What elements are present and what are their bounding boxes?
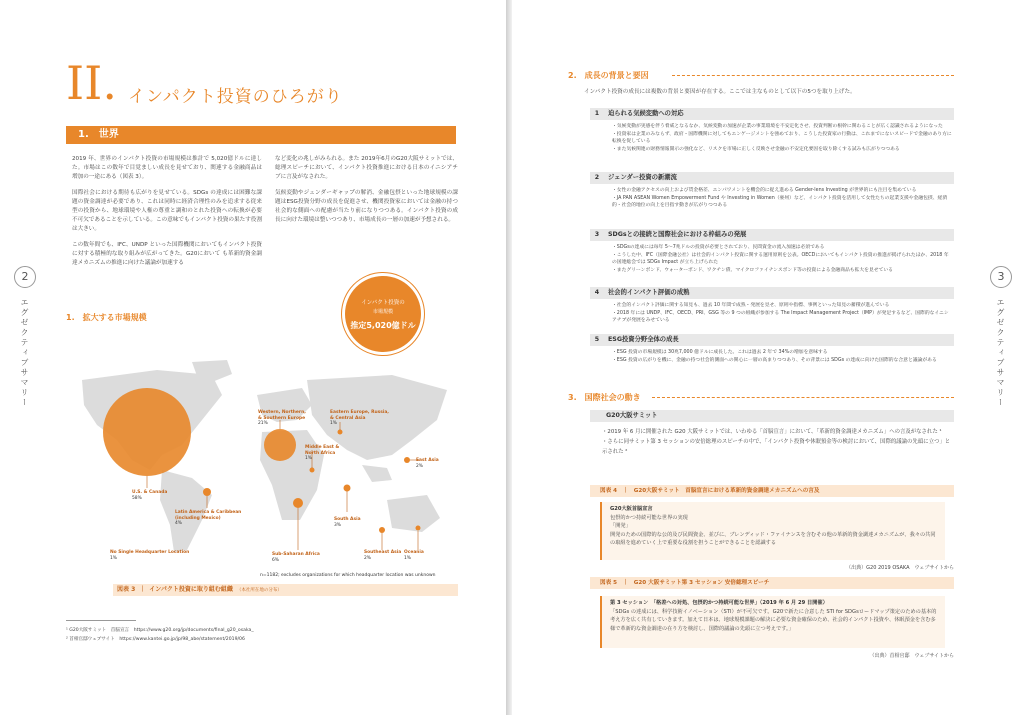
figure-5-source: （出典）首相官邸 ウェブサイトから: [869, 653, 954, 659]
figure-5-box: 第 3 セッション 「格差への対処、包摂的かつ持続可能な世界」（2019 年 6 月 29 日開催） 「SDGs の達成には、科学技術イノベーション（STI）が不可欠です。G20で新たに合意した STI for SDGsロードマップ策定のための基本的考え方を広く共有していきます。加えて日本は、地球規模課題の解決に必要な資金確保のため、社会的インパクト投資や、休眠預金を含む多様で革新的な資金調達の在り方を検討し、国際的議論の先頭に立つ考えです。」: [600, 596, 945, 648]
label-middle-east: Middle East & North Africa 1%: [305, 445, 340, 461]
factor-2-list: [612, 187, 952, 210]
list-item: ・ESG 投資の広がりを機に、金融の持つ社会的側面への関心に一層の高まりつつあり、その背景には SDGs の達成に向けた国際的な合意と議論がある: [612, 357, 937, 363]
paragraph: 気候変動やジェンダーギャップの解消、金融包摂といった地球規模の課題はESG投資分野の成長を促進させ、機関投資家においては金融の持つ社会的な側面への配慮が当たり前になりつつある。インパクト投資の成長に向けた環境は整いつつあり、市場成長の一層の加速が予想される。: [275, 189, 458, 224]
list-item: ・また気候関連の財務情報開示の強化など、リスクを市場に正しく反映させ金融の不安定化要因を取り除くする試みも広がりつつある: [612, 146, 900, 152]
list-item: ・気候変動が実感を伴う脅威となるなか、気候変動の加速が企業の事業環境を不安定化させ、投資判断の根幹に関わることが広く認識されるようになった: [612, 124, 943, 129]
list-item: ・JA PAN ASEAN Women Empowerment Fund や Investing in Women（豪州）など、インパクト投資を活用して女性たちの起業支援や金融包摂、経済的・社会的地位の向上を目指す動きが広がりつつある: [612, 195, 948, 209]
section-header-world: 1. 世界: [66, 126, 456, 144]
bubble-sub-saharan: [293, 498, 303, 508]
figure-4-source: （出典）G20 2019 OSAKA ウェブサイトから: [846, 565, 954, 571]
bubble-middle-east: [310, 468, 315, 473]
label-sub-saharan: Sub-Saharan Africa 6%: [272, 552, 320, 563]
page-number-left: 2: [14, 266, 36, 288]
bubble-southeast-asia: [379, 527, 385, 533]
paragraph: この数年間でも、IFC、UNDP といった国際機関においてもインパクト投資に対する積極的な取り組みが広がってきた。G20において も革新的資金調達メカニズムの推進に向けた議論が加速する: [72, 241, 262, 267]
paragraph: 国際社会における期待も広がりを見せている。SDGs の達成には困難な課題の資金調達が必要であり、これは同時に経済合理性のみを追求する従来型の投資から、地球環境や人権の尊重と調和のとれた投資への転換が必要不可欠であることを示している。この意味でもインパクト投資の果たす役割は大きい。: [72, 189, 262, 233]
southeast-asia-shape: [362, 465, 392, 482]
label-western-europe: Western, Northern, & Southern Europe 21%: [258, 410, 306, 426]
world-map: [62, 360, 458, 560]
section-3-rule: [652, 397, 954, 398]
footnote-1: ¹ G20大阪サミット 首脳宣言 https://www.g20.org/jp/documents/final_g20_osaka_: [66, 628, 254, 633]
list-item: ・またグリーンボンド、ウォーターボンド、ワクチン債、マイクロファイナンスボンド等の投資による金融商品も拡大を見せている: [612, 267, 893, 273]
australia-shape: [387, 495, 440, 532]
bubble-eastern-europe: [338, 430, 343, 435]
side-label-right: エグゼクティブサマリー: [996, 298, 1005, 408]
body-column-2: [275, 155, 458, 231]
paragraph: 2019 年、世界のインパクト投資の市場規模は推計で 5,020億ドルに達した。市場はこの数年で目覚ましい成長を見せており、関連する金融商品は増加の一途にある（図表 3）。: [72, 156, 262, 181]
g20-header: G20大阪サミット: [590, 410, 954, 422]
chapter-numeral: II.: [66, 56, 117, 110]
map-note: n=1182; excludes organizations for which headquarter location was unknown: [260, 573, 436, 578]
side-label-left: エグゼクティブサマリー: [20, 298, 29, 408]
right-page: [512, 0, 1024, 715]
page-number-right: 3: [990, 266, 1012, 288]
label-latin-america: Latin America & Caribbean (including Mexico) 4%: [175, 510, 242, 526]
section-2-intro: インパクト投資の成長には複数の背景と要因が存在する。ここでは主なものとして以下の5つを取り上げた。: [584, 89, 856, 95]
list-item: ・こうした中、IFC（国際金融公社）は社会的インパクト投資に関する運用原則を公表。OECDにおいてもインパクト投資の推進が掲げられたほか、2018 年の国連総会では SDGs Impact が立ち上げられた: [612, 252, 949, 266]
factor-3-list: [612, 244, 952, 274]
bubble-europe: [264, 429, 296, 461]
label-east-asia: East Asia 2%: [416, 458, 439, 469]
bubble-us-canada: [103, 388, 191, 476]
list-item: ・2019 年 6 月に開催された G20 大阪サミットでは、いわゆる「首脳宣言」において、「革新的資金調達メカニズム」への言及がなされた ¹: [602, 429, 942, 435]
list-item: ・ESG 投資の市場規模は 30兆7,000 億ドルに成長した。これは過去 2 年で 34%の増加を意味する: [612, 350, 828, 355]
factor-3-header: 3 SDGsとの接続と国際社会における枠組みの発展: [590, 229, 954, 241]
list-item: ・社会的インパクト評価に関する知見も、過去 10 年間で成熟・発展を見せ、原則や指標、事例といった知見の蓄積が進んでいる: [612, 303, 890, 308]
figure-caption-4: 図表 4 ｜ G20大阪サミット 首脳宣言における革新的資金調達メカニズムへの言及: [590, 485, 954, 497]
bubble-latin-america: [203, 488, 211, 496]
list-item: ・女性の金融アクセスの向上および賃金格差、エンパワメントを機会的に捉え進める Gender-lens Investing が世界的にも注目を集めている: [612, 188, 917, 193]
factor-1-list: [612, 123, 952, 153]
label-southeast-asia: Southeast Asia 2%: [364, 550, 402, 561]
factor-2-header: 2 ジェンダー投資の新潮流: [590, 172, 954, 184]
label-us-canada: U.S. & Canada 58%: [132, 490, 168, 501]
list-item: ・さらに同サミット第 3 セッションの安倍総理のスピーチの中で、「インパクト投資や休眠預金等の検討において、国際的議論の先頭に立つ」と示された ²: [602, 438, 951, 455]
label-oceania: Oceania 1%: [404, 550, 424, 561]
factor-4-header: 4 社会的インパクト評価の成熟: [590, 287, 954, 299]
factor-5-list: [612, 349, 952, 364]
chapter-title: インパクト投資のひろがり: [128, 87, 343, 107]
g20-list: [602, 428, 952, 457]
factor-4-list: [612, 302, 952, 325]
figure-caption-5: 図表 5 ｜ G20 大阪サミット第 3 セッション 安倍総理スピーチ: [590, 577, 954, 589]
section-2-title: 2. 成長の背景と要因: [568, 71, 649, 80]
figure-4-box: G20大阪首脳宣言 包摂的かつ持続可能な世界の実現 「開発」 開発のための国際的な公的及び民間資金、並びに、ブレンディッド・ファイナンスを含むその他の革新的資金調達メカニズムが、我々の共同の取組を進めていく上で重要な役割を担うことができることを認識する: [600, 502, 945, 560]
footnote-2: ² 首相官邸ウェブサイト https://www.kantei.go.jp/jp/98_abe/statement/2019/06: [66, 637, 245, 642]
factor-1-header: 1 迫られる気候変動への対応: [590, 108, 954, 120]
list-item: ・SDGsの達成には毎年 5〜7兆ドルの投資が必要とされており、民間資金の流入加速は必須である: [612, 245, 825, 250]
bubble-south-asia: [344, 485, 351, 492]
list-item: ・2018 年には UNDP、IFC、OECD、PRI、GSG 等の 9 つの組織が参加する The Impact Management Project（IMP）が発足するなど、国際的なイニシアチブが発展をみせている: [612, 310, 949, 324]
list-item: ・投資家は企業のみならず、政府・国際機関に対してもエンゲージメントを強めており、こうした投資家の行動は、これまでにないスピードで金融のあり方に転換を促している: [612, 131, 952, 145]
subsection-title: 1. 拡大する市場規模: [66, 313, 147, 322]
market-size-bubble: インパクト投資の 市場規模 推定5,020億ドル: [345, 276, 421, 352]
factor-5-header: 5 ESG投資分野全体の成長: [590, 334, 954, 346]
paragraph: など変化の兆しがみられる。また 2019年6月のG20大阪サミットでは、総理スピーチにおいて、インパクト投資推進における日本のイニシアチブに言及がなされた。: [275, 156, 458, 181]
bubble-oceania: [416, 526, 421, 531]
bubble-east-asia: [404, 457, 410, 463]
section-2-rule: [672, 75, 954, 76]
label-no-hq: No Single Headquarter Location 1%: [110, 550, 190, 561]
body-column-1: [72, 155, 262, 274]
label-south-asia: South Asia 3%: [334, 517, 361, 528]
section-3-title: 3. 国際社会の動き: [568, 393, 641, 402]
left-page: [0, 0, 506, 715]
footnote-divider: [66, 620, 136, 621]
figure-caption-3: 図表 3 ｜ インパクト投資に取り組む組織 （本社所在地の分布）: [113, 584, 458, 596]
label-eastern-europe: Eastern Europe, Russia, & Central Asia 1%: [330, 410, 389, 426]
